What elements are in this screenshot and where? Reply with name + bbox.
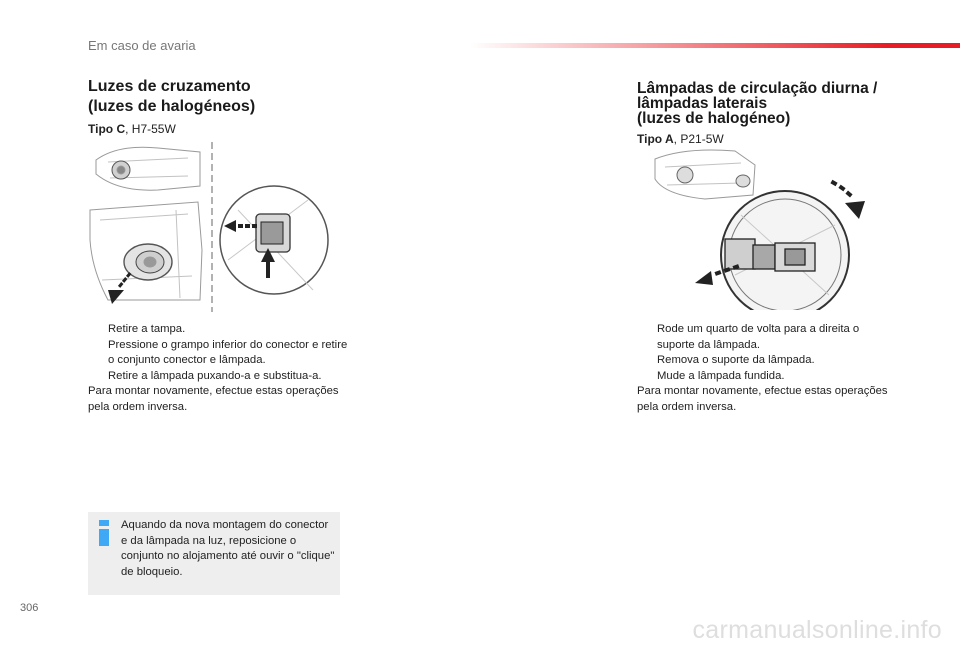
left-title-line1: Luzes de cruzamento [88,78,251,95]
left-section-title [88,77,255,117]
page-number: 306 [20,602,39,614]
header-accent-bar [470,43,960,48]
list-item: Remova o suporte da lâmpada. [657,354,815,366]
right-section-title [637,81,877,126]
right-title-line1: Lâmpadas de circulação diurna / [637,80,878,97]
list-item: Retire a lâmpada puxando-a e substitua-a. [108,369,322,382]
info-box [88,512,340,595]
left-title-line2: (luzes de halogéneos) [88,98,256,115]
right-title-line2: lâmpadas laterais [637,95,768,112]
info-text: Aquando da nova montagem do conector e da lâmpada na luz, reposicione o conjunto no alojamento até ouvir o "clique" de bloqueio. [121,519,335,578]
left-steps-list [88,322,353,415]
list-item: Retire a tampa. [108,323,186,335]
left-type-label: Tipo C [88,122,126,136]
right-title-line3: (luzes de halogéneo) [637,110,791,127]
section-title: Em caso de avaria [88,38,196,53]
low-beam-illustration [88,140,338,315]
right-type-label: Tipo A [637,132,674,146]
right-bulb-type [637,132,724,146]
list-item: Rode um quarto de volta para a direita o suporte da lâmpada. [657,323,860,351]
right-reassembly-note: Para montar novamente, efectue estas operações pela ordem inversa. [637,385,888,413]
list-item: Mude a lâmpada fundida. [657,369,785,382]
watermark: carmanualsonline.info [692,616,942,644]
left-type-value: , H7-55W [125,122,176,136]
left-bulb-type [88,122,176,136]
right-steps-list [637,322,897,415]
right-type-value: , P21-5W [673,132,724,146]
info-icon [98,520,110,546]
list-item: Pressione o grampo inferior do conector e retire o conjunto conector e lâmpada. [108,338,348,366]
left-reassembly-note: Para montar novamente, efectue estas operações pela ordem inversa. [88,385,339,413]
daytime-lamp-illustration [645,145,875,310]
